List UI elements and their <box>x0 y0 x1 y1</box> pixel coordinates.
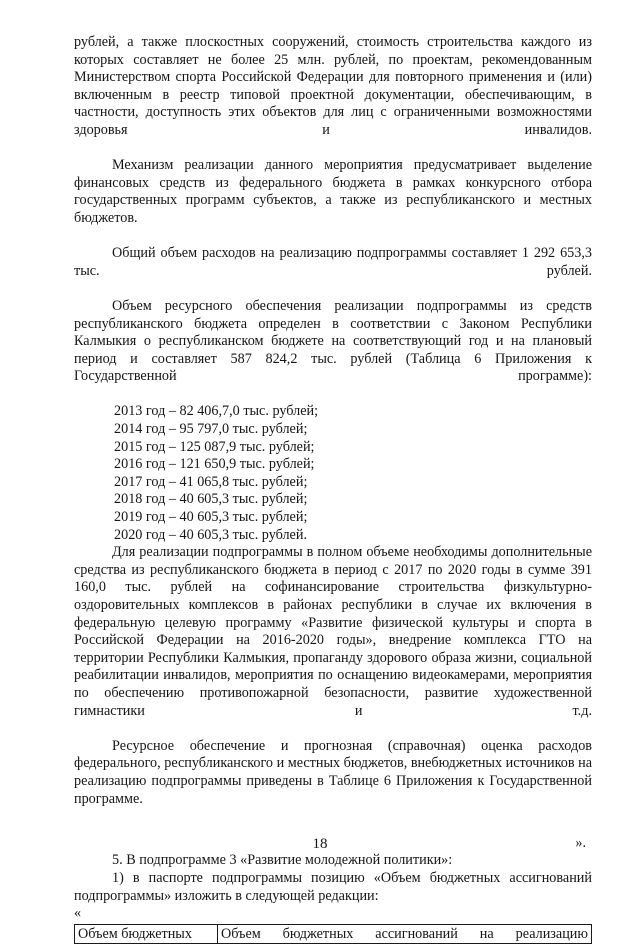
budget-table <box>74 924 592 944</box>
paragraph-additional-funds: Для реализации подпрограммы в полном объеме необходимы дополнительные средства из республиканского бюджета в период с 2017 по 2020 годы в сумме 391 160,0 тыс. рублей на софинансирование строительства физкультурно-оздоровительных комплексов в районах республики в случае их включения в федеральную целевую программу «Развитие физической культуры и спорта в Российской Федерации на 2016-2020 годы», внедрение комплекса ГТО на территории Республики Калмыкия, пропаганду здорового образа жизни, социальной реабилитации инвалидов, мероприятия по оснащению видеокамерами, мероприятия по обеспечению противопожарной безопасности, развитие художественной гимнастики и т.д. <box>74 544 592 719</box>
paragraph-resource-provision: Объем ресурсного обеспечения реализации подпрограммы из средств республиканского бюджета определен в соответствии с Законом Республики Калмыкия о республиканском бюджете на соответствующий год и на плановый период и составляет 587 824,2 тыс. рублей (Таблица 6 Приложения к Государственной программе): <box>74 297 592 385</box>
table-cell-value: Объем бюджетных ассигнований на реализацию <box>218 924 592 943</box>
year-item: 2014 год – 95 797,0 тыс. рублей; <box>114 421 308 438</box>
opening-quote: « <box>74 905 82 922</box>
page-number: 18 <box>312 836 328 852</box>
year-item: 2015 год – 125 087,9 тыс. рублей; <box>114 438 315 455</box>
table-cell-label: Объем бюджетных <box>75 924 218 943</box>
year-item: 2016 год – 121 650,9 тыс. рублей; <box>114 456 315 473</box>
paragraph-mechanism: Механизм реализации данного мероприятия предусматривает выделение финансовых средств из федерального бюджета в рамках конкурсного отбора государственных программ субъектов, а также из республиканского и местных бюджетов. <box>74 157 592 226</box>
year-list <box>74 403 592 544</box>
year-item: 2018 год – 40 605,3 тыс. рублей; <box>114 491 308 508</box>
year-item: 2020 год – 40 605,3 тыс. рублей. <box>114 526 307 543</box>
paragraph-total-volume: Общий объем расходов на реализацию подпрограммы составляет 1 292 653,3 тыс. рублей. <box>74 245 592 279</box>
item-5-1-text: 1) в паспорте подпрограммы позицию «Объем бюджетных ассигнований подпрограммы» изложить в следующей редакции: <box>74 869 592 904</box>
document-body <box>74 34 592 944</box>
table-row <box>75 924 592 943</box>
year-item: 2019 год – 40 605,3 тыс. рублей; <box>114 509 308 526</box>
closing-quote: ». <box>575 834 586 851</box>
item-5-heading: 5. В подпрограмме 3 «Развитие молодежной политики»: <box>112 852 453 869</box>
year-item: 2013 год – 82 406,7,0 тыс. рублей; <box>114 403 319 420</box>
paragraph-resource-estimate: Ресурсное обеспечение и прогнозная (справочная) оценка расходов федерального, республиканского и местных бюджетов, внебюджетных источников на реализацию подпрограммы приведены в Таблице 6 Приложения к Государственной программе. <box>74 737 592 807</box>
paragraph-continuation: рублей, а также плоскостных сооружений, стоимость строительства каждого из которых составляет не более 25 млн. рублей, по проектам, рекомендованным Министерством спорта Российской Федерации для повторного применения и (или) включенным в реестр типовой проектной документации, обеспечивающим, в частности, доступность этих объектов для лиц с ограниченными возможностями здоровья и инвалидов. <box>74 34 592 138</box>
year-item: 2017 год – 41 065,8 тыс. рублей; <box>114 473 308 490</box>
